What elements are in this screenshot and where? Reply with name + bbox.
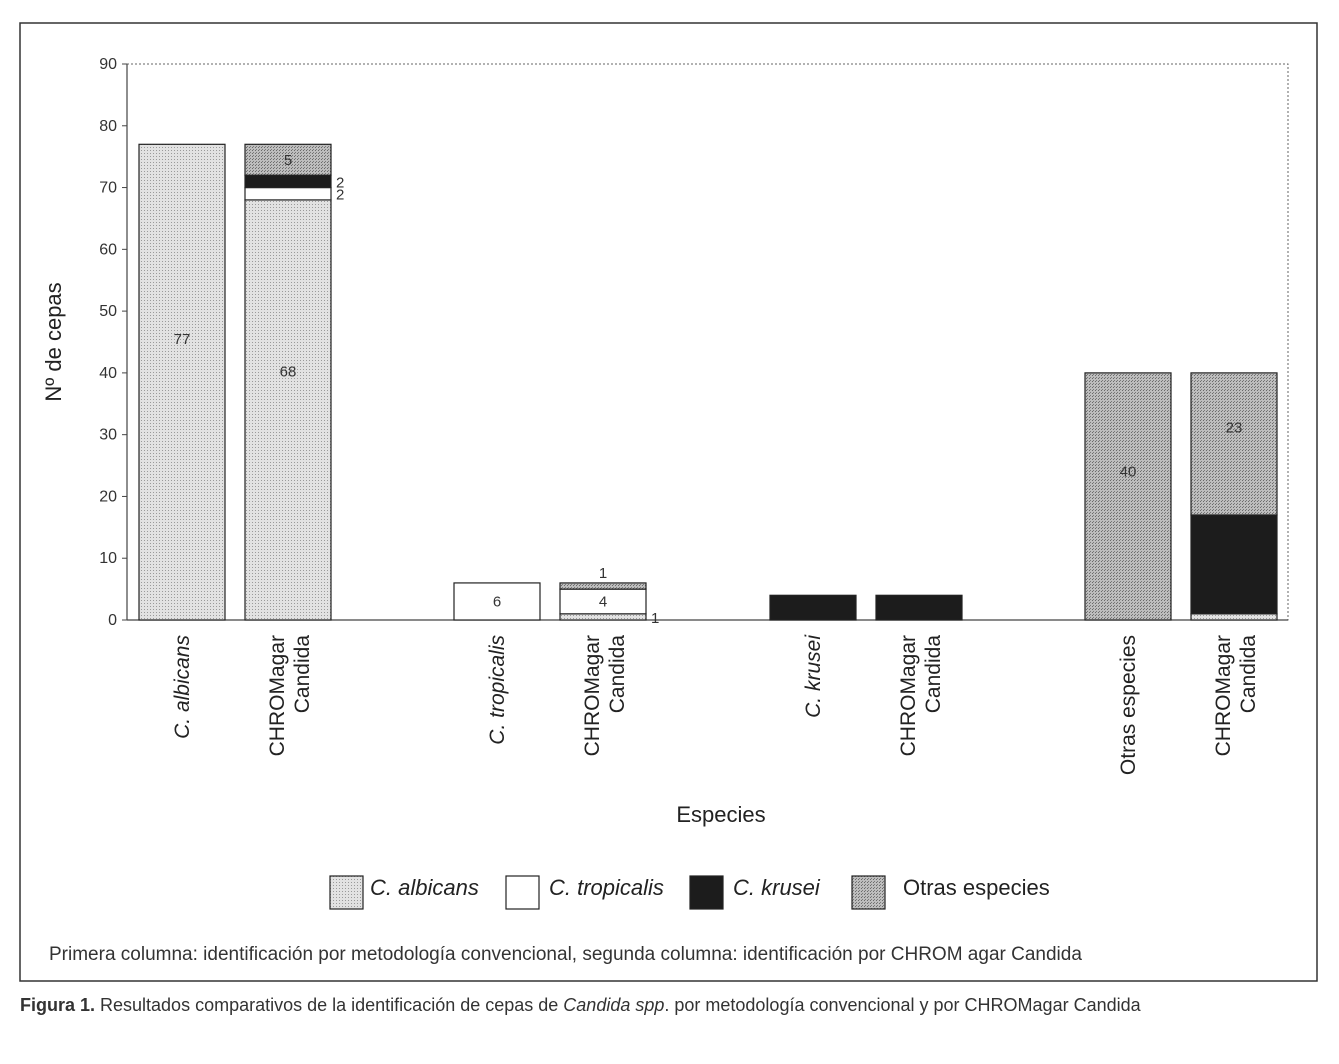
bars bbox=[139, 144, 1277, 627]
bar-value-label: 4 bbox=[598, 593, 608, 611]
bar-value-label: 1 bbox=[598, 564, 608, 582]
legend-swatch bbox=[690, 876, 723, 909]
caption-text-before: Resultados comparativos de la identificación de cepas de bbox=[95, 995, 564, 1015]
legend-swatch bbox=[506, 876, 539, 909]
category-label: CHROMagar bbox=[1212, 635, 1235, 757]
legend-swatch bbox=[330, 876, 363, 909]
category-label: C. krusei bbox=[802, 635, 825, 718]
legend-label: C. albicans bbox=[370, 875, 479, 900]
legend-swatch bbox=[852, 876, 885, 909]
y-tick-label: 20 bbox=[99, 488, 117, 506]
category-label: CHROMagar bbox=[581, 635, 604, 757]
bar-segment bbox=[139, 144, 225, 620]
caption-label: Figura 1. bbox=[20, 995, 96, 1015]
caption-text-after: . por metodología convencional y por CHROMagar Candida bbox=[664, 995, 1141, 1015]
bar-value-label: 77 bbox=[173, 331, 191, 349]
category-label: Candida bbox=[922, 635, 945, 714]
bar-value-label: 2 bbox=[336, 186, 345, 204]
bar-segment bbox=[876, 595, 962, 620]
bar-value-label: 40 bbox=[1119, 463, 1137, 481]
y-tick-label: 30 bbox=[99, 426, 117, 444]
category-label: CHROMagar bbox=[266, 635, 289, 757]
category-label: C. albicans bbox=[171, 635, 194, 739]
category-labels bbox=[171, 634, 1260, 775]
x-axis-title: Especies bbox=[676, 802, 766, 827]
legend bbox=[330, 875, 1050, 909]
bar-segment bbox=[1191, 373, 1277, 515]
y-tick-label: 70 bbox=[99, 179, 117, 197]
category-label: Candida bbox=[606, 635, 629, 714]
bar-segment bbox=[770, 595, 856, 620]
bar-value-label: 5 bbox=[283, 151, 293, 169]
bar-segment bbox=[1191, 515, 1277, 614]
chart-note: Primera columna: identificación por metodología convencional, segunda columna: identificación por CHROM agar Candida bbox=[49, 944, 1082, 965]
bar-segment bbox=[245, 200, 331, 620]
bar-segment bbox=[245, 175, 331, 187]
bar-value-label: 6 bbox=[492, 593, 502, 611]
legend-label: Otras especies bbox=[903, 875, 1050, 900]
y-tick-label: 10 bbox=[99, 550, 117, 568]
legend-label: C. tropicalis bbox=[549, 875, 664, 900]
category-label: Otras especies bbox=[1117, 635, 1140, 776]
bar-value-label: 1 bbox=[651, 609, 660, 627]
y-tick-label: 80 bbox=[99, 117, 117, 135]
bar-segment bbox=[245, 188, 331, 200]
y-tick-label: 0 bbox=[108, 612, 117, 629]
caption-italic: Candida spp bbox=[563, 995, 665, 1015]
bar-value-label: 68 bbox=[279, 363, 297, 381]
bar-segment bbox=[1191, 614, 1277, 620]
category-label: C. tropicalis bbox=[486, 635, 509, 745]
category-label: CHROMagar bbox=[897, 635, 920, 757]
y-tick-label: 60 bbox=[99, 241, 117, 259]
y-axis-title: Nº de cepas bbox=[41, 282, 66, 402]
category-label: Candida bbox=[1237, 635, 1260, 714]
category-label: Candida bbox=[291, 635, 314, 714]
bar-value-label: 23 bbox=[1225, 419, 1243, 437]
figure-caption bbox=[20, 993, 1310, 1017]
legend-label: C. krusei bbox=[733, 875, 820, 900]
bar-segment bbox=[1085, 373, 1171, 620]
bar-segment bbox=[560, 583, 646, 589]
y-tick-label: 40 bbox=[99, 364, 117, 382]
bar-segment bbox=[560, 614, 646, 620]
y-tick-label: 50 bbox=[99, 303, 117, 321]
bar-value-label: 2 bbox=[336, 174, 345, 192]
y-tick-label: 90 bbox=[99, 56, 117, 73]
